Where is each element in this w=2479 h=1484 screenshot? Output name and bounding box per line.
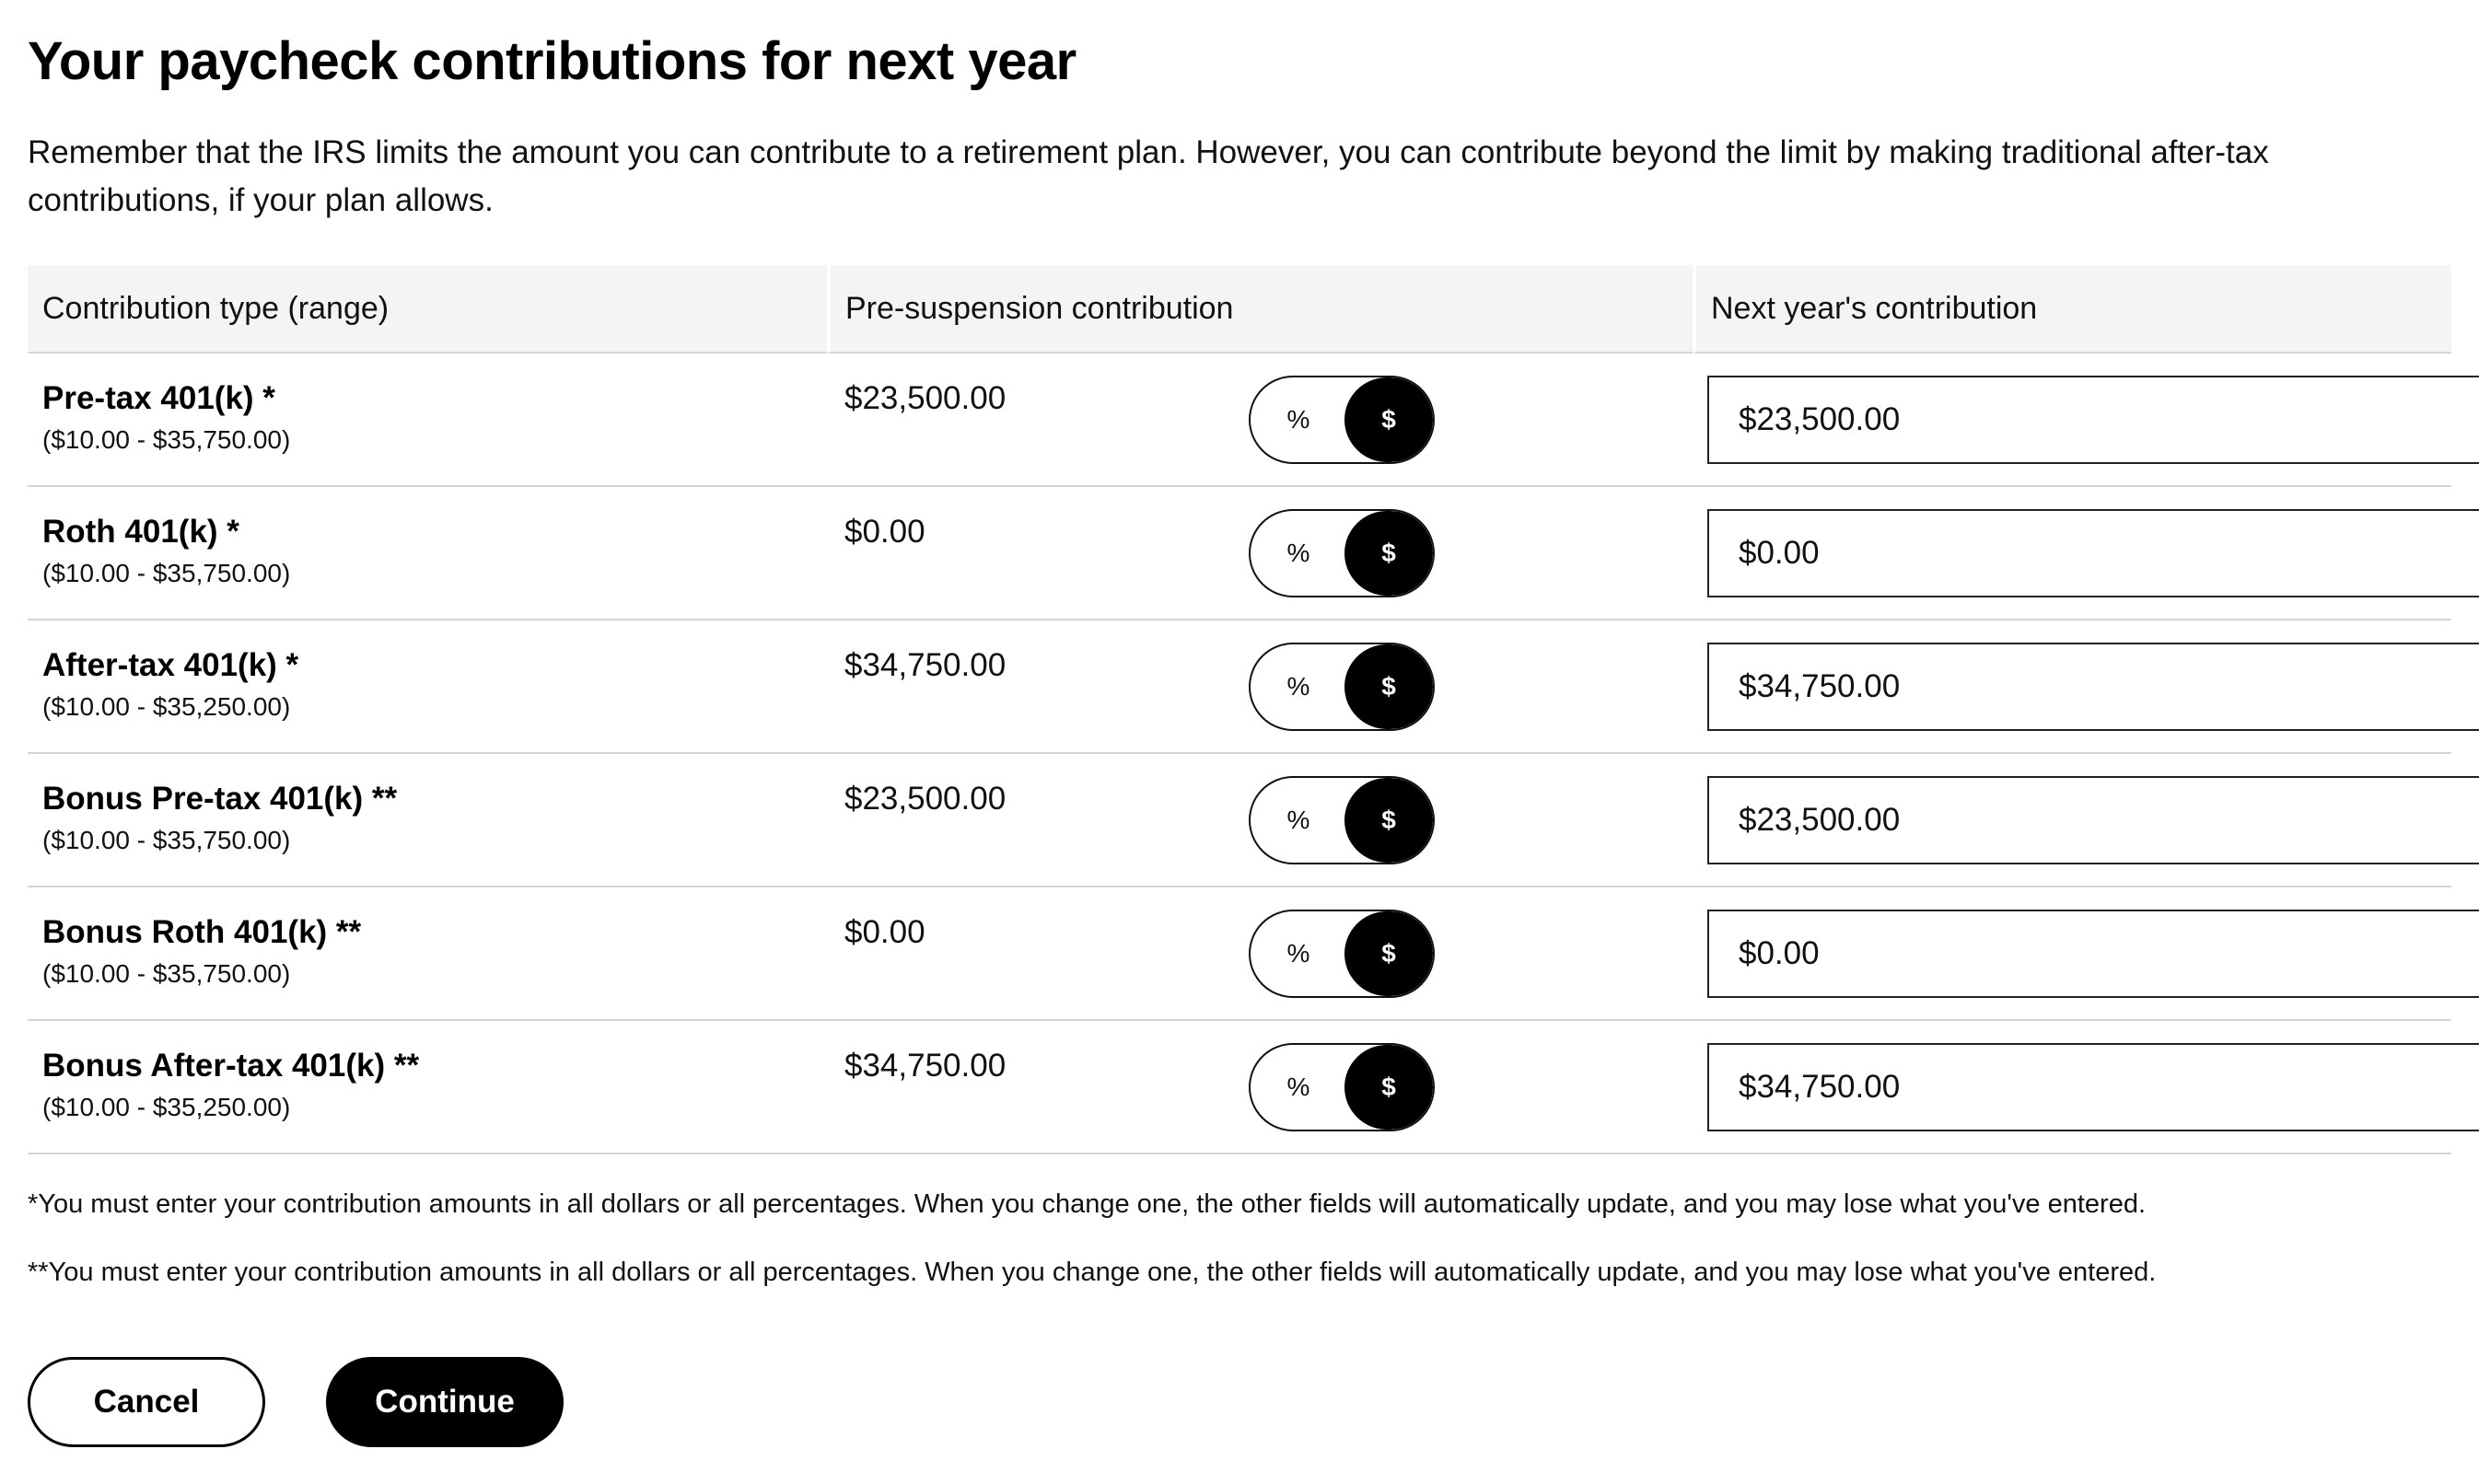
contribution-type-range: ($10.00 - $35,750.00) [42, 559, 291, 587]
next-year-cell [1693, 1021, 2451, 1154]
footnote-single-asterisk: *You must enter your contribution amounts in all dollars or all percentages. When you change one, the other fields will automatically update, and you may lose what you've entered. [28, 1189, 2147, 1219]
pre-suspension-cell [827, 754, 1693, 887]
column-header-pre-suspension: Pre-suspension contribution [827, 265, 1693, 354]
contribution-type-name: Pre-tax 401(k) * [42, 380, 275, 416]
pre-suspension-cell [827, 1021, 1693, 1154]
contribution-type-cell [28, 354, 827, 487]
contribution-type-cell [28, 620, 827, 754]
next-year-contribution-input[interactable] [1707, 643, 2479, 731]
pre-suspension-value: $23,500.00 [844, 781, 1007, 817]
percent-option[interactable]: % [1286, 1072, 1310, 1101]
next-year-contribution-input[interactable] [1707, 1043, 2479, 1131]
pre-suspension-cell [827, 887, 1693, 1021]
dollar-option-selected[interactable]: $ [1344, 911, 1433, 996]
contribution-type-range: ($10.00 - $35,750.00) [42, 826, 291, 854]
unit-toggle[interactable] [1249, 643, 1435, 731]
contribution-type-cell [28, 887, 827, 1021]
contribution-type-name: Bonus After-tax 401(k) ** [42, 1048, 420, 1084]
contribution-type-name: Bonus Roth 401(k) ** [42, 914, 362, 950]
table-header-row [28, 265, 2451, 354]
dollar-option-selected[interactable]: $ [1344, 377, 1433, 462]
table-row [28, 754, 2451, 887]
table-row [28, 354, 2451, 487]
contribution-type-range: ($10.00 - $35,250.00) [42, 692, 291, 721]
column-header-next-year: Next year's contribution [1693, 265, 2451, 354]
dollar-option-selected[interactable]: $ [1344, 1045, 1433, 1130]
next-year-contribution-input[interactable] [1707, 776, 2479, 864]
pre-suspension-value: $0.00 [844, 914, 925, 950]
contribution-type-name: Bonus Pre-tax 401(k) ** [42, 781, 398, 817]
contribution-type-cell [28, 754, 827, 887]
next-year-cell [1693, 620, 2451, 754]
pre-suspension-cell [827, 487, 1693, 620]
column-header-type: Contribution type (range) [28, 265, 827, 354]
page-title: Your paycheck contributions for next year [28, 31, 1077, 91]
continue-button[interactable]: Continue [326, 1357, 564, 1447]
contribution-type-range: ($10.00 - $35,750.00) [42, 425, 291, 454]
unit-toggle[interactable] [1249, 509, 1435, 597]
next-year-contribution-input[interactable] [1707, 376, 2479, 464]
table-row [28, 620, 2451, 754]
dollar-option-selected[interactable]: $ [1344, 644, 1433, 729]
pre-suspension-value: $34,750.00 [844, 647, 1007, 683]
pre-suspension-value: $0.00 [844, 514, 925, 550]
contribution-type-cell [28, 1021, 827, 1154]
unit-toggle[interactable] [1249, 376, 1435, 464]
contribution-type-cell [28, 487, 827, 620]
next-year-cell [1693, 754, 2451, 887]
pre-suspension-value: $23,500.00 [844, 380, 1007, 416]
dollar-option-selected[interactable]: $ [1344, 511, 1433, 596]
contribution-type-range: ($10.00 - $35,250.00) [42, 1093, 291, 1121]
pre-suspension-cell [827, 620, 1693, 754]
unit-toggle[interactable] [1249, 776, 1435, 864]
unit-toggle[interactable] [1249, 1043, 1435, 1131]
table-row [28, 887, 2451, 1021]
next-year-contribution-input[interactable] [1707, 509, 2479, 597]
next-year-cell [1693, 887, 2451, 1021]
next-year-cell [1693, 487, 2451, 620]
footnote-double-asterisk: **You must enter your contribution amounts in all dollars or all percentages. When you change one, the other fields will automatically update, and you may lose what you've entered. [28, 1258, 2157, 1287]
table-row [28, 487, 2451, 620]
contributions-page [28, 26, 2450, 1447]
percent-option[interactable]: % [1286, 939, 1310, 968]
dollar-option-selected[interactable]: $ [1344, 778, 1433, 863]
unit-toggle[interactable] [1249, 910, 1435, 998]
cancel-button[interactable]: Cancel [28, 1357, 265, 1447]
next-year-contribution-input[interactable] [1707, 910, 2479, 998]
contribution-type-name: Roth 401(k) * [42, 514, 239, 550]
action-buttons [28, 1357, 2450, 1447]
percent-option[interactable]: % [1286, 405, 1310, 434]
next-year-cell [1693, 354, 2451, 487]
contributions-table [28, 265, 2451, 1154]
contribution-type-range: ($10.00 - $35,750.00) [42, 959, 291, 988]
table-row [28, 1021, 2451, 1154]
percent-option[interactable]: % [1286, 672, 1310, 701]
percent-option[interactable]: % [1286, 806, 1310, 834]
intro-text: Remember that the IRS limits the amount you can contribute to a retirement plan. However, you can contribute beyond the limit by making traditional after-tax contributions, if your plan allows. [28, 134, 2269, 218]
pre-suspension-cell [827, 354, 1693, 487]
pre-suspension-value: $34,750.00 [844, 1048, 1007, 1084]
percent-option[interactable]: % [1286, 539, 1310, 567]
contribution-type-name: After-tax 401(k) * [42, 647, 299, 683]
